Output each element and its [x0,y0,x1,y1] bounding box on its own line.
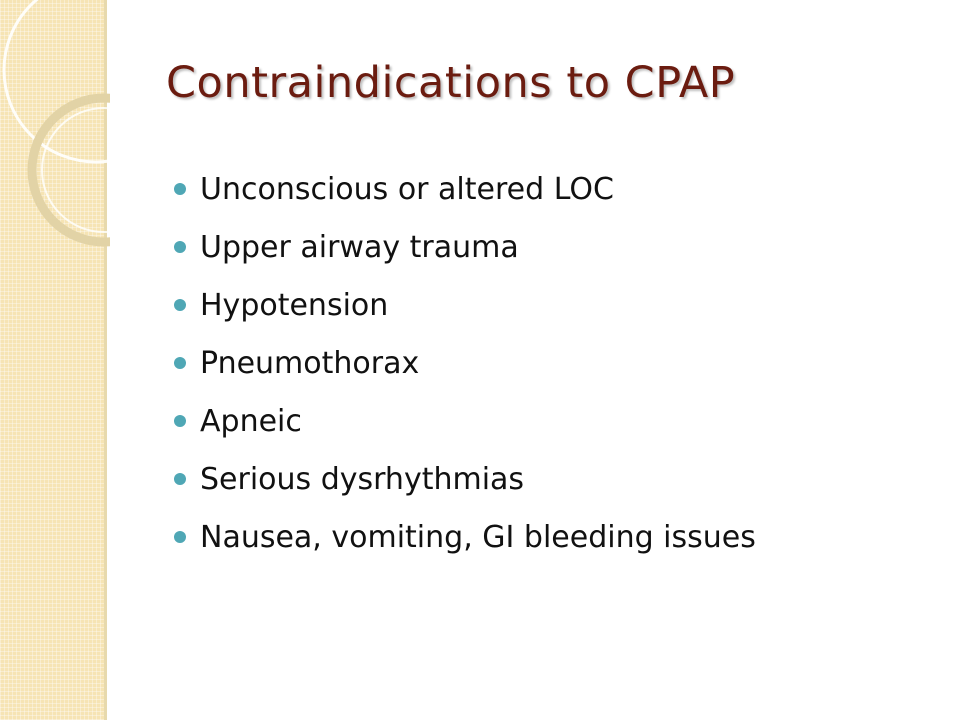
bullet-text: Nausea, vomiting, GI bleeding issues [200,519,756,555]
bullet-dot-icon [174,531,186,543]
list-item [174,160,756,218]
bullet-dot-icon [174,241,186,253]
list-item [174,334,756,392]
bullet-text: Serious dysrhythmias [200,461,525,497]
bullet-dot-icon [174,415,186,427]
bullet-text: Pneumothorax [200,345,420,381]
bullet-text: Upper airway trauma [200,229,519,265]
bullet-text: Apneic [200,403,302,439]
bullet-list [174,160,756,566]
list-item [174,392,756,450]
decorative-rings-icon [0,0,110,260]
list-item [174,508,756,566]
slide-title: Contraindications to CPAP [166,58,736,108]
list-item [174,218,756,276]
bullet-dot-icon [174,299,186,311]
bullet-dot-icon [174,183,186,195]
bullet-text: Hypotension [200,287,389,323]
list-item [174,276,756,334]
bullet-dot-icon [174,473,186,485]
list-item [174,450,756,508]
bullet-text: Unconscious or altered LOC [200,171,614,207]
bullet-dot-icon [174,357,186,369]
